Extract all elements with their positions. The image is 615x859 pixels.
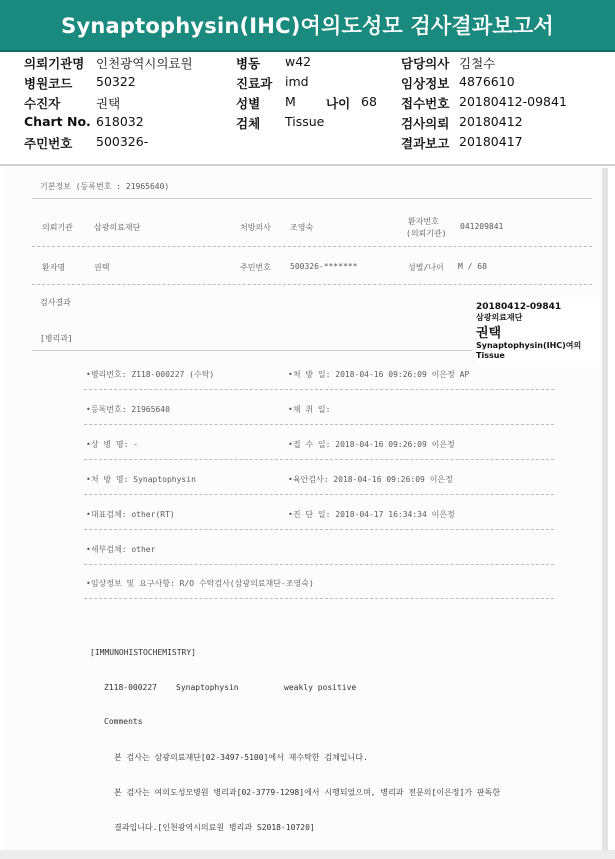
result-label: 검사결과 (40, 298, 71, 307)
header-value: w42 (285, 54, 312, 69)
comment-line: 본 검사는 삼광의료재단[02-3497-5100]에서 재수탁한 검체입니다. (114, 753, 368, 762)
header-value: imd (285, 74, 309, 89)
prescriber-key: 처방의사 (240, 223, 271, 232)
ihc-header: [IMMUNOHISTOCHEMISTRY] (90, 648, 196, 657)
report-title: Synaptophysin(IHC)여의도성모 검사결과보고서 (61, 14, 554, 38)
field-left: •상 병 명: - (86, 440, 139, 449)
field-left: •등록번호: 21965640 (86, 405, 170, 414)
header-value: 618032 (96, 114, 144, 129)
field-right: •접 수 일: 2018-04-16 09:26:09 이은정 (288, 440, 455, 449)
header-value: Tissue (285, 114, 325, 129)
field-right: •처 방 일: 2018-04-16 09:26:09 이은정 AP (288, 370, 470, 379)
comment-line: 본 검사는 여의도성모병원 병리과[02-3779-1298]에서 시행되었으며, 병리과 전문의[이은정]가 판독한 (114, 788, 501, 797)
divider (32, 198, 592, 199)
header-value: 20180417 (459, 134, 523, 149)
patient-name-value: 권택 (94, 263, 110, 272)
field-left: •처 방 명: Synaptophysin (86, 475, 196, 484)
field-right: •진 단 일: 2018-04-17 16:34:34 이은정 (288, 510, 455, 519)
header-separator (0, 164, 615, 166)
header-value: 인천광역시의료원 (96, 56, 193, 71)
header-row (0, 134, 615, 154)
header-value: 500326- (96, 134, 149, 149)
header-key: 수진자 (24, 96, 61, 111)
header-key: 접수번호 (401, 96, 450, 111)
header-key: 결과보고 (401, 136, 450, 151)
header-value: 50322 (96, 74, 136, 89)
label-org: 삼광의료재단 (476, 313, 523, 322)
header-row (0, 74, 615, 94)
header-key: 진료과 (236, 76, 273, 91)
header-row (0, 54, 615, 74)
pathology-label: [병리과] (40, 334, 73, 343)
scanned-report (4, 168, 608, 850)
label-patient: 권택 (476, 326, 502, 341)
header-value: 김철수 (459, 56, 496, 71)
header-info (0, 52, 615, 164)
ihc-value: weakly positive (284, 683, 357, 692)
divider (32, 284, 592, 285)
divider (84, 529, 554, 530)
divider (84, 564, 554, 565)
prescriber-value: 조영숙 (290, 223, 314, 232)
divider (84, 459, 554, 460)
label-specimen: Tissue (476, 351, 505, 360)
header-key: 의뢰기관명 (24, 56, 85, 71)
requesting-org-key: 의뢰기관 (42, 223, 73, 232)
patient-no-value: 041209841 (460, 222, 504, 231)
report-title-bar (0, 0, 615, 52)
label-accession: 20180412-09841 (476, 302, 562, 312)
divider (84, 389, 554, 390)
header-key: 검체 (236, 116, 261, 131)
header-key: Chart No. (24, 114, 91, 129)
header-key: 주민번호 (24, 136, 73, 151)
header-key: 담당의사 (401, 56, 450, 71)
divider (84, 598, 554, 599)
requesting-org-value: 삼광의료재단 (94, 223, 141, 232)
patient-no-key: 환자번호 (408, 217, 439, 226)
resident-no-value: 500326-******* (290, 262, 358, 271)
header-value: 68 (361, 94, 377, 109)
header-key: 임상정보 (401, 76, 450, 91)
divider (84, 494, 554, 495)
divider (84, 424, 554, 425)
header-value: 20180412-09841 (459, 94, 567, 109)
field-left: •병리번호: Z118-000227 (수탁) (86, 370, 215, 379)
comment-line: 결과입니다.[인천광역시의료원 병리과 S2018-10720] (114, 823, 315, 832)
header-key: 성별 (236, 96, 261, 111)
resident-no-key: 주민번호 (240, 263, 271, 272)
comments-label: Comments (104, 717, 143, 726)
field-left: •임상정보 및 요구사항: R/O 수탁검사(삼광의료재단-조영숙) (86, 579, 314, 588)
header-value: 4876610 (459, 74, 515, 89)
label-test: Synaptophysin(IHC)여의 (476, 341, 582, 350)
header-key: 나이 (326, 96, 351, 111)
ihc-marker: Synaptophysin (176, 683, 239, 692)
header-value: 20180412 (459, 114, 523, 129)
header-row (0, 114, 615, 134)
patient-no-key-sub: (의뢰기관) (406, 229, 447, 238)
divider (32, 350, 472, 351)
divider (32, 246, 592, 247)
sex-age-value: M / 68 (458, 262, 487, 271)
header-key: 병원코드 (24, 76, 73, 91)
bottom-strip (0, 850, 615, 859)
field-right: •육안검사: 2018-04-16 09:26:09 이은정 (288, 475, 453, 484)
header-row (0, 94, 615, 114)
field-left: •대표검체: other(RT) (86, 510, 175, 519)
specimen-label-card (476, 298, 600, 362)
header-value: M (285, 94, 296, 109)
header-key: 검사의뢰 (401, 116, 450, 131)
sex-age-key: 성별/나이 (408, 263, 444, 272)
header-value: 권택 (96, 96, 121, 111)
patient-name-key: 환자명 (42, 263, 66, 272)
field-left: •세부검체: other (86, 545, 156, 554)
field-right: •채 취 일: (288, 405, 331, 414)
header-key: 병동 (236, 56, 261, 71)
ihc-code: Z118-000227 (104, 683, 157, 692)
basic-info-label: 기본정보 (등록번호 : 21965640) (40, 182, 170, 191)
